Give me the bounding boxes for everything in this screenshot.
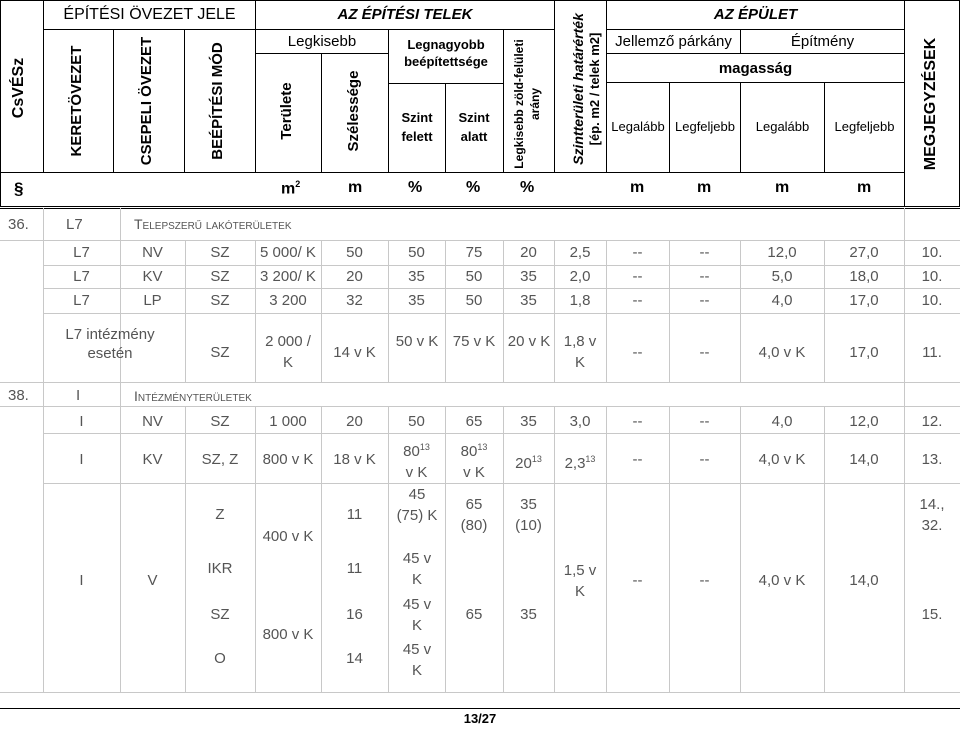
cell: -- [632,244,643,261]
beepitesi-mod-label: BEÉPÍTÉSI MÓD [209,42,226,160]
cell: 5,0 [771,268,793,285]
cell: -- [632,268,643,285]
cell: 32 [346,292,363,309]
unit-pct2: % [466,179,481,196]
cell: 16 [346,606,363,623]
cell: 75 v K [452,333,496,350]
section-38-code: I [76,387,81,404]
cell: 50 v K [395,333,439,350]
page-number: 13/27 [463,711,497,726]
cell: $80^{13}$ v K [460,442,488,481]
cell: 11 [346,560,363,577]
zold-label: Legkisebb zöld-felületi arány [512,39,542,169]
section-36-code: L7 [66,216,83,233]
cell: L7 [73,268,90,285]
cell: L7 intézmény esetén [65,326,155,362]
section-36-title: Telepszerű lakóterületek [134,216,292,232]
cell: NV [142,413,163,430]
cell: 15. [921,606,943,623]
cell: V [147,572,158,589]
terulete-label: Területe [278,82,295,140]
epitmeny-label: Építmény [790,33,855,50]
cell: 400 v K [262,528,314,545]
cell: SZ [210,244,230,261]
cell: 18,0 [849,268,879,285]
cell: 50 [465,292,483,309]
cell: 5 000/ K [260,244,316,261]
cell: 27,0 [849,244,879,261]
cell: LP [143,292,162,309]
cell: 4,0 [771,413,793,430]
epitesi-telek-label: AZ ÉPÍTÉSI TELEK [337,6,473,23]
cell: 45 v K [402,550,432,588]
cell: 10. [921,244,943,261]
cell: 3,0 [569,413,591,430]
cell: 12. [921,413,943,430]
cell: -- [632,292,643,309]
cell: I [79,413,84,430]
cell: I [79,572,84,589]
cell: 20 [346,413,363,430]
cell: L7 [73,292,90,309]
cell: -- [632,344,643,361]
cell: SZ, Z [201,451,239,468]
legalabb1-label: Legalább [611,119,665,134]
cell: 35 [520,292,537,309]
cell: 1,8 v K [563,333,597,371]
cell: I [79,451,84,468]
cell: 35 (10) [515,496,542,534]
cell: 11. [922,344,942,361]
cell: 17,0 [849,344,879,361]
szintteruleti-label: Szintterületi határérték [570,13,586,165]
cell: 1 000 [269,413,307,430]
unit-m-d: m [857,179,872,196]
cell: -- [699,292,710,309]
cell: SZ [210,413,230,430]
legfeljebb2-label: Legfeljebb [834,119,895,134]
cell: O [214,650,226,667]
cell: 1,8 [569,292,591,309]
cell: 14 v K [333,344,376,361]
cell: $80^{13}$ v K [403,442,430,481]
szintteruleti-unit: [ép. m2 / telek m2] [587,32,602,146]
unit-m: m [348,179,363,196]
cell: 12,0 [767,244,797,261]
cell: 35 [520,268,537,285]
cell: -- [699,572,710,589]
cell: -- [632,413,643,430]
csepeli-label: CSEPELI ÖVEZET [138,36,155,166]
legnagyobb-label: Legnagyobb beépítettsége [404,37,488,69]
cell: 45 v K [402,641,432,679]
ovezet-jele-label: ÉPÍTÉSI ÖVEZET JELE [63,6,236,23]
section-38-title: Intézményterületek [134,388,252,404]
cell: 14 [346,650,363,667]
table-body [0,208,960,693]
keretovezet-label: KERETÖVEZET [68,45,85,157]
cell: 10. [921,292,943,309]
cell: 2,0 [569,268,591,285]
cell: 20 [520,244,537,261]
cell: 50 [408,244,425,261]
cell: 50 [408,413,425,430]
cell: 800 v K [262,451,314,468]
cell: 14,0 [849,572,879,589]
cell: IKR [207,560,233,577]
szint-felett-label: Szint felett [401,110,433,144]
cell: 35 [520,606,537,623]
cell: 2 000 / K [265,333,311,371]
cell: -- [699,344,710,361]
unit-pct1: % [408,179,423,196]
page-footer [0,708,960,729]
cell: Z [215,506,225,523]
cell: KV [142,451,163,468]
cell: SZ [210,292,230,309]
legfeljebb1-label: Legfeljebb [675,119,735,134]
szelessege-label: Szélessége [345,70,362,152]
unit-m-c: m [775,179,790,196]
cell: 65 [465,413,483,430]
unit-pct3: % [520,179,535,196]
cell: 35 [408,268,425,285]
cell: SZ [210,606,230,623]
cell: 45 (75) K [396,486,438,524]
cell: 50 [346,244,363,261]
cell: 12,0 [849,413,879,430]
cell: SZ [210,344,230,361]
cell: 20 [346,268,363,285]
section-38-number: 38. [8,387,29,404]
cell: 13. [921,451,943,468]
cell: 3 200 [269,292,307,309]
cell: 20 v K [507,333,551,350]
cell: L7 [73,244,90,261]
cell: 1,5 v K [563,562,597,600]
cell: -- [699,451,710,468]
cell: 11 [346,506,363,523]
cell: 75 [465,244,483,261]
paragraph-sign: § [14,179,24,198]
cell: 4,0 v K [758,344,806,361]
cell: 50 [465,268,483,285]
cell: 800 v K [262,626,314,643]
cell: NV [142,244,163,261]
cell: 3 200/ K [260,268,316,285]
cell: $20^{13}$ [515,454,542,472]
legkisebb-label: Legkisebb [287,33,357,50]
cell: 14,0 [849,451,879,468]
cell: 45 v K [402,596,432,634]
cell: 10. [921,268,943,285]
cell: 65 [465,606,483,623]
unit-m2: $m^2$ [281,179,301,198]
legalabb2-label: Legalább [755,119,810,134]
units-row [0,172,905,207]
magassag-label: magasság [718,60,793,77]
cell: 4,0 [771,292,793,309]
cell: -- [699,413,710,430]
cell: -- [632,572,643,589]
cell: 4,0 v K [758,572,806,589]
szint-alatt-label: Szint alatt [458,110,490,144]
unit-m-a: m [630,179,645,196]
parkany-label: Jellemző párkány [615,33,732,50]
cell: $2,3^{13}$ [564,454,596,472]
cell: KV [142,268,163,285]
table-header [0,0,960,207]
cell: SZ [210,268,230,285]
cell: -- [699,268,710,285]
section-36-number: 36. [8,216,29,233]
cell: 2,5 [569,244,591,261]
cell: 18 v K [333,451,376,468]
cell: 65 (80) [460,496,488,534]
az-epulet-label: AZ ÉPÜLET [713,6,798,23]
megjegyzesek-label: MEGJEGYZÉSEK [922,37,939,171]
cell: 17,0 [849,292,879,309]
cell: -- [632,451,643,468]
csvesz-label: CsVÉSz [10,57,27,119]
unit-m-b: m [697,179,712,196]
cell: 35 [520,413,537,430]
cell: 35 [408,292,425,309]
cell: -- [699,244,710,261]
cell: 14., 32. [919,496,945,534]
cell: 4,0 v K [758,451,806,468]
